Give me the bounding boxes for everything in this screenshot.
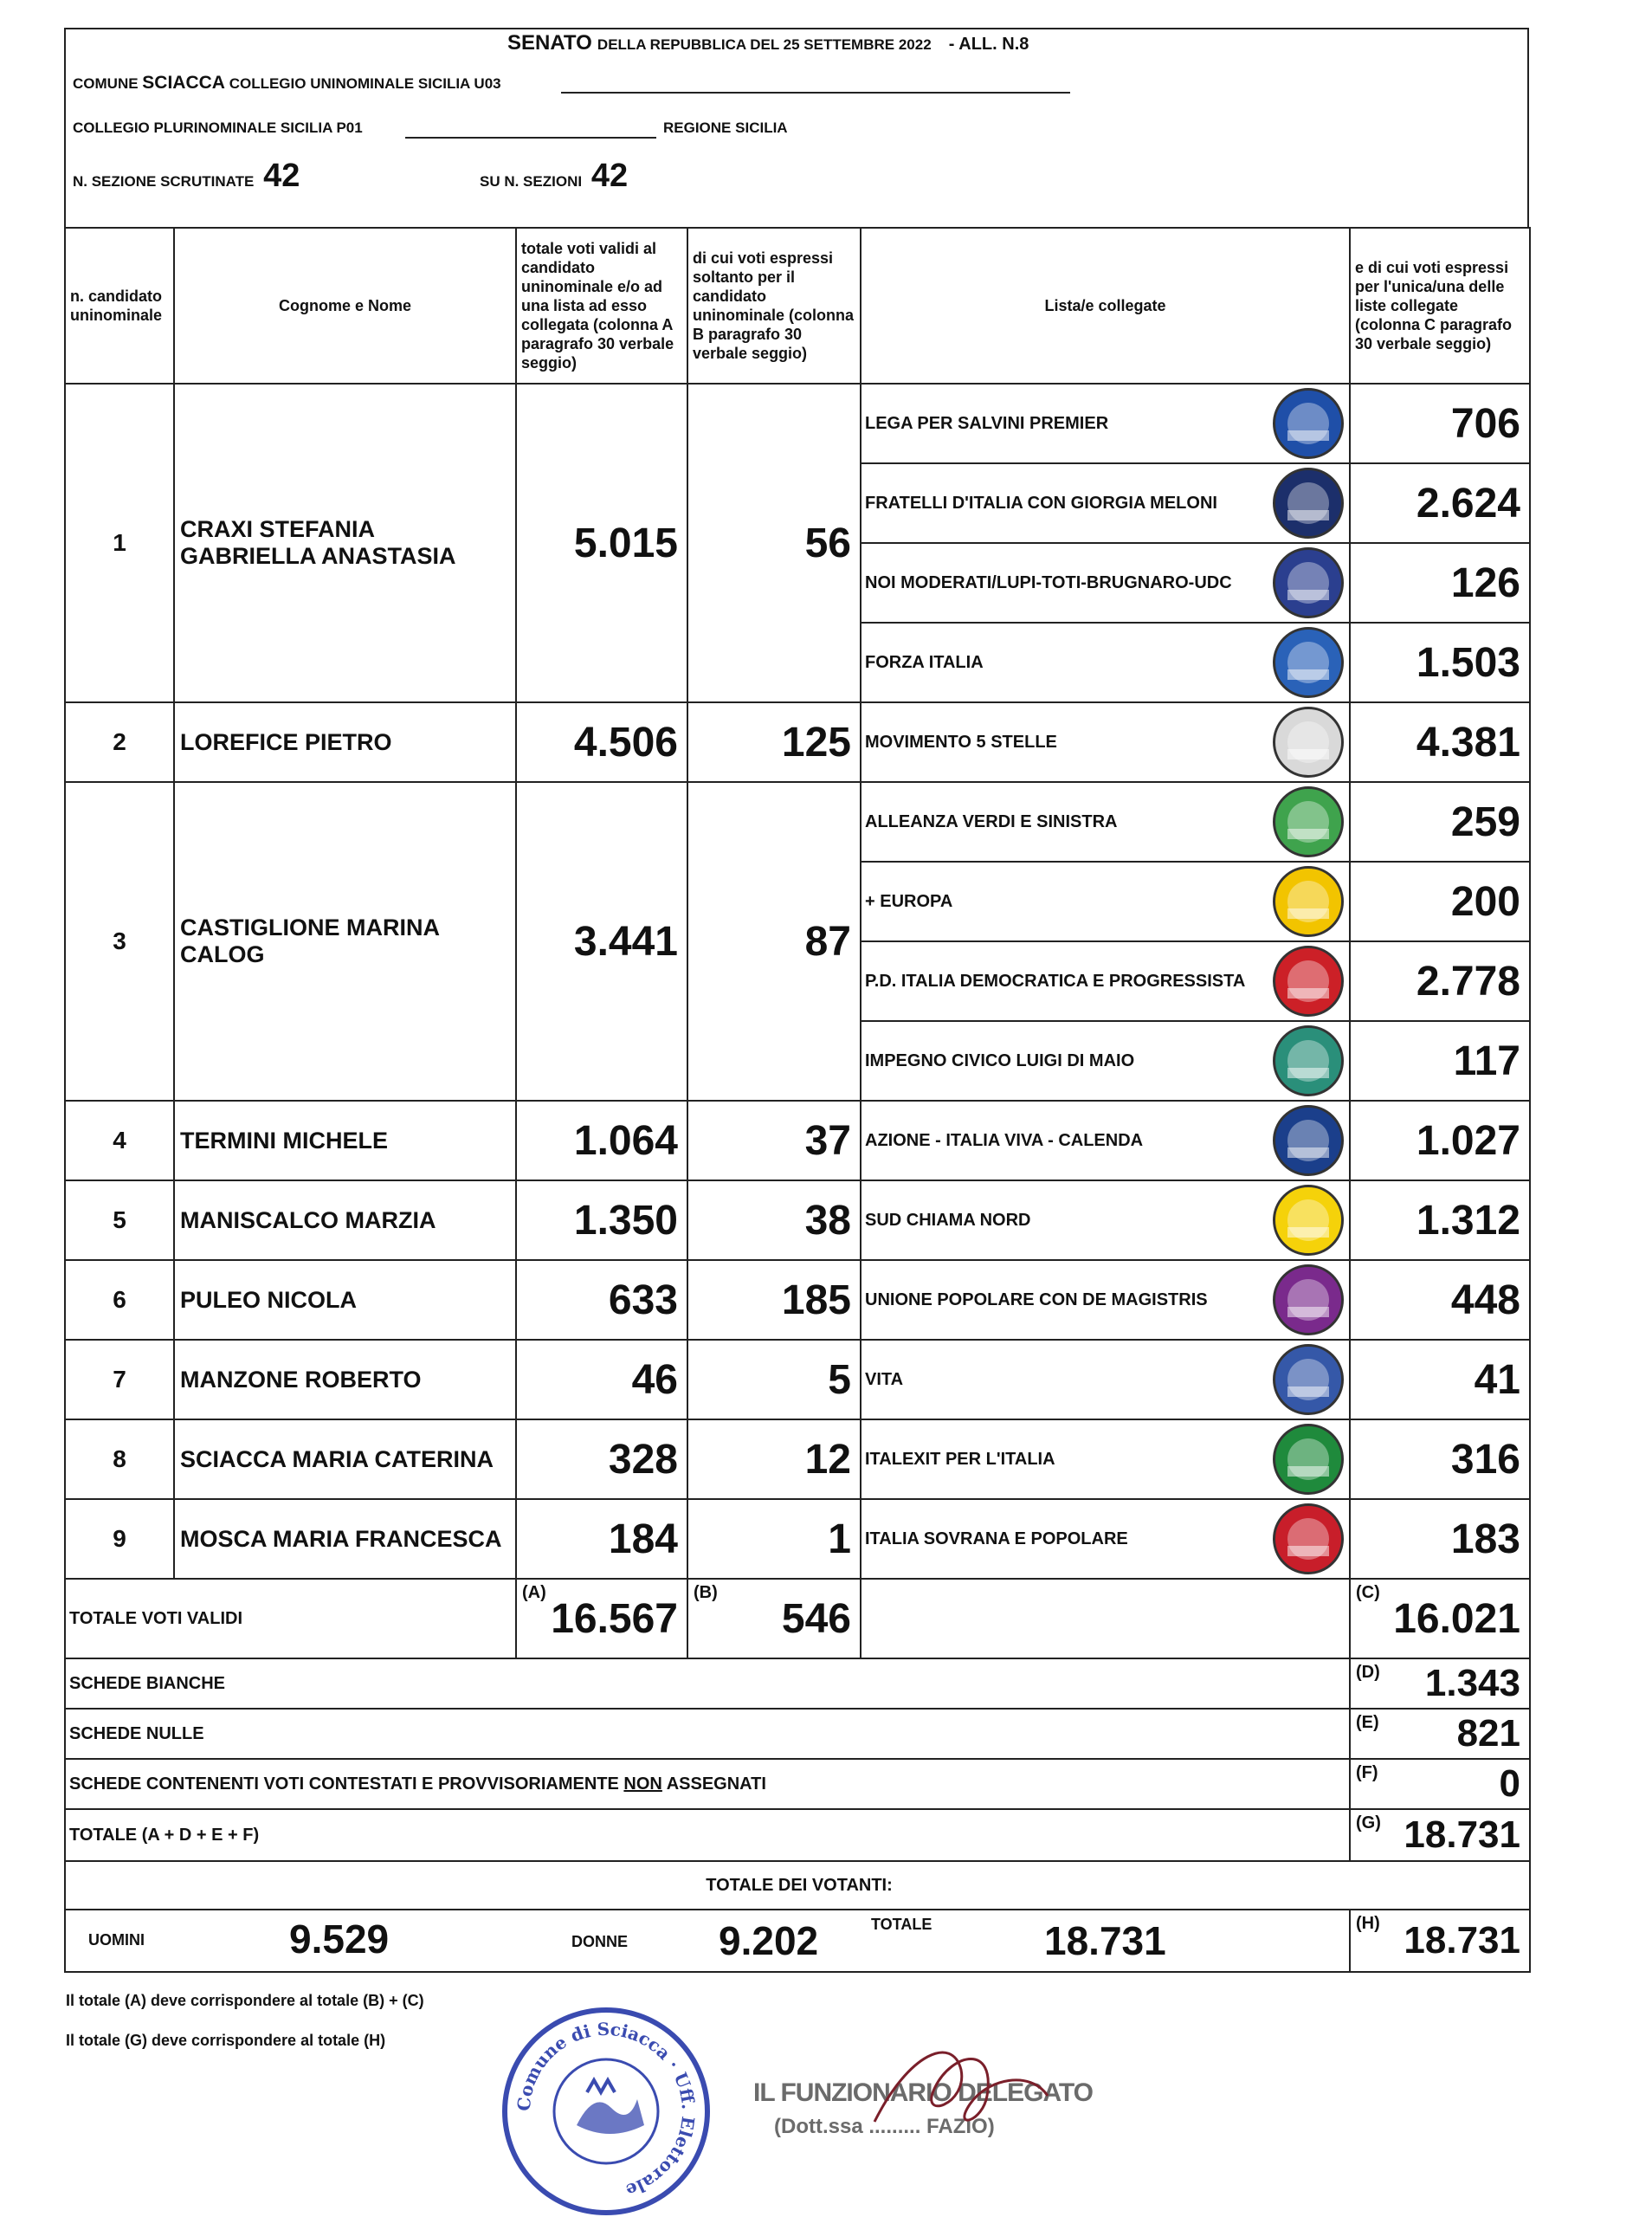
list-name: UNIONE POPOLARE CON DE MAGISTRIS — [865, 1289, 1208, 1309]
collegio-uni-value: SICILIA U03 — [417, 75, 501, 92]
donne-value: 9.202 — [719, 1918, 819, 1963]
italexit-logo-icon — [1273, 1424, 1344, 1495]
total-c-value: 16.021 — [1393, 1595, 1520, 1642]
row-schede-nulle — [65, 1709, 1530, 1759]
sezioni-totali-value: 42 — [590, 158, 629, 194]
sezioni-totali-label: SU N. SEZIONI — [480, 173, 583, 190]
pd-logo-icon — [1273, 946, 1344, 1017]
total-a-value: 16.567 — [551, 1595, 678, 1642]
list-votes-c: 126 — [1350, 543, 1530, 623]
regione-label: REGIONE — [663, 120, 732, 136]
total-h-value: 18.731 — [1404, 1919, 1520, 1962]
lega-logo-icon — [1273, 388, 1344, 459]
signature-name: (Dott.ssa ......... FAZIO) — [774, 2115, 995, 2138]
list-name: LEGA PER SALVINI PREMIER — [865, 413, 1109, 433]
list-votes-c: 183 — [1350, 1499, 1530, 1579]
m5s-logo-icon — [1273, 707, 1344, 778]
list-name: VITA — [865, 1369, 904, 1389]
note-a-bc: Il totale (A) deve corrispondere al totale (B) + (C) — [66, 1992, 424, 2009]
list-name: P.D. ITALIA DEMOCRATICA E PROGRESSISTA — [865, 971, 1246, 991]
sezioni-totali-line — [480, 158, 628, 195]
candidate-number: 8 — [65, 1419, 174, 1499]
list-row — [65, 782, 1530, 862]
list-cell — [861, 1021, 1350, 1101]
list-name: ALLEANZA VERDI E SINISTRA — [865, 811, 1118, 831]
list-name: ITALEXIT PER L'ITALIA — [865, 1449, 1055, 1469]
candidate-number: 1 — [65, 384, 174, 702]
candidates-body — [65, 384, 1530, 1579]
sezioni-scrutinate-value: 42 — [263, 158, 300, 194]
total-g-value: 18.731 — [1404, 1813, 1520, 1856]
list-name: FRATELLI D'ITALIA CON GIORGIA MELONI — [865, 493, 1217, 513]
totale-voti-validi-label: TOTALE VOTI VALIDI — [65, 1579, 516, 1658]
total-d-value: 1.343 — [1424, 1662, 1520, 1704]
candidate-name: TERMINI MICHELE — [174, 1101, 516, 1180]
col-header-nome: Cognome e Nome — [174, 228, 516, 384]
list-votes-c: 259 — [1350, 782, 1530, 862]
candidate-number: 6 — [65, 1260, 174, 1340]
document-title — [507, 31, 1029, 55]
candidate-votes-a: 5.015 — [516, 384, 687, 702]
uomini-value: 9.529 — [289, 1916, 390, 1962]
list-votes-c: 200 — [1350, 862, 1530, 941]
tag-b: (B) — [694, 1583, 718, 1602]
schede-contestate-label — [65, 1759, 1350, 1809]
col-header-a: totale voti validi al candidato uninominale e/o ad una lista ad esso collegata (colonna A paragrafo 30 verbale seggio) — [516, 228, 687, 384]
collegio-pluri-line — [73, 120, 363, 137]
contestati-pre: SCHEDE CONTENENTI VOTI CONTESTATI E PROVVISORIAMENTE — [69, 1774, 624, 1794]
col-header-liste: Lista/e collegate — [861, 228, 1350, 384]
list-name: FORZA ITALIA — [865, 652, 984, 672]
list-cell — [861, 862, 1350, 941]
list-votes-c: 41 — [1350, 1340, 1530, 1419]
total-h — [1350, 1910, 1530, 1972]
list-name: AZIONE - ITALIA VIVA - CALENDA — [865, 1130, 1144, 1150]
list-votes-c: 4.381 — [1350, 702, 1530, 782]
list-cell — [861, 463, 1350, 543]
totale-votanti-label: TOTALE DEI VOTANTI: — [65, 1861, 1530, 1910]
list-name: ITALIA SOVRANA E POPOLARE — [865, 1529, 1128, 1548]
title-date: DELLA REPUBBLICA DEL 25 SETTEMBRE 2022 — [597, 36, 932, 53]
handwritten-signature-icon — [857, 2018, 1065, 2156]
tag-g: (G) — [1356, 1813, 1381, 1832]
comune-label: COMUNE — [73, 75, 139, 92]
list-name: SUD CHIAMA NORD — [865, 1210, 1031, 1230]
comune-line — [73, 73, 501, 94]
list-name: + EUROPA — [865, 891, 953, 911]
total-g — [1350, 1809, 1530, 1861]
piu-europa-logo-icon — [1273, 866, 1344, 937]
candidate-votes-a: 328 — [516, 1419, 687, 1499]
list-votes-c: 1.503 — [1350, 623, 1530, 702]
sud-chiama-nord-logo-icon — [1273, 1185, 1344, 1256]
candidate-votes-a: 184 — [516, 1499, 687, 1579]
list-cell — [861, 1180, 1350, 1260]
candidate-number: 9 — [65, 1499, 174, 1579]
donne-label: DONNE — [571, 1933, 629, 1950]
candidate-number: 4 — [65, 1101, 174, 1180]
list-cell — [861, 702, 1350, 782]
candidate-votes-b: 87 — [687, 782, 861, 1101]
tag-c: (C) — [1356, 1583, 1380, 1602]
vita-logo-icon — [1273, 1344, 1344, 1415]
list-cell — [861, 941, 1350, 1021]
regione-value: SICILIA — [735, 120, 788, 136]
italia-sovrana-logo-icon — [1273, 1503, 1344, 1574]
pluri-underline — [405, 137, 656, 139]
stamp-text: Comune di Sciacca · Uff. Elettorale — [513, 2018, 700, 2201]
total-liste-empty — [861, 1579, 1350, 1658]
list-name: IMPEGNO CIVICO LUIGI DI MAIO — [865, 1050, 1135, 1070]
candidate-name: PULEO NICOLA — [174, 1260, 516, 1340]
list-cell — [861, 543, 1350, 623]
avs-logo-icon — [1273, 786, 1344, 857]
collegio-pluri-label: COLLEGIO PLURINOMINALE — [73, 120, 277, 136]
total-b — [687, 1579, 861, 1658]
list-name: MOVIMENTO 5 STELLE — [865, 732, 1057, 752]
signature-title: IL FUNZIONARIO DELEGATO — [753, 2078, 1094, 2107]
signature-block — [753, 2078, 1093, 2139]
list-cell — [861, 384, 1350, 463]
candidate-number: 3 — [65, 782, 174, 1101]
tag-h: (H) — [1356, 1914, 1380, 1933]
list-cell — [861, 1499, 1350, 1579]
list-row — [65, 1180, 1530, 1260]
candidate-votes-b: 12 — [687, 1419, 861, 1499]
candidate-number: 5 — [65, 1180, 174, 1260]
col-header-n: n. candidato uninominale — [65, 228, 174, 384]
tag-a: (A) — [522, 1583, 546, 1602]
candidate-votes-a: 633 — [516, 1260, 687, 1340]
schede-bianche-label: SCHEDE BIANCHE — [65, 1658, 1350, 1709]
list-row — [65, 1419, 1530, 1499]
row-totale-votanti-label — [65, 1861, 1530, 1910]
schede-nulle-label: SCHEDE NULLE — [65, 1709, 1350, 1759]
candidate-votes-b: 38 — [687, 1180, 861, 1260]
candidate-name: MANZONE ROBERTO — [174, 1340, 516, 1419]
list-votes-c: 1.312 — [1350, 1180, 1530, 1260]
list-cell — [861, 623, 1350, 702]
comune-underline — [561, 92, 1070, 94]
sezioni-scrutinate-label: N. SEZIONE SCRUTINATE — [73, 173, 255, 190]
document-header — [64, 28, 1529, 227]
candidate-votes-a: 1.350 — [516, 1180, 687, 1260]
candidate-name: SCIACCA MARIA CATERINA — [174, 1419, 516, 1499]
comune-value: SCIACCA — [142, 73, 225, 93]
list-row — [65, 1260, 1530, 1340]
uomini-label: UOMINI — [88, 1931, 145, 1949]
candidate-votes-b: 56 — [687, 384, 861, 702]
verbale-sheet — [64, 28, 1529, 1988]
impegno-civico-logo-icon — [1273, 1025, 1344, 1096]
candidate-name: CRAXI STEFANIA GABRIELLA ANASTASIA — [174, 384, 516, 702]
totale-votanti-tot-label: TOTALE — [871, 1916, 932, 1933]
fdi-logo-icon — [1273, 468, 1344, 539]
results-table — [64, 227, 1531, 1973]
total-f — [1350, 1759, 1530, 1809]
votanti-breakdown — [65, 1910, 1350, 1972]
list-votes-c: 316 — [1350, 1419, 1530, 1499]
row-schede-contestate — [65, 1759, 1530, 1809]
forza-italia-logo-icon — [1273, 627, 1344, 698]
candidate-votes-b: 125 — [687, 702, 861, 782]
candidate-votes-a: 1.064 — [516, 1101, 687, 1180]
total-a — [516, 1579, 687, 1658]
candidate-votes-b: 185 — [687, 1260, 861, 1340]
col-header-c: e di cui voti espressi per l'unica/una delle liste collegate (colonna C paragrafo 30 verbale seggio) — [1350, 228, 1530, 384]
candidate-name: MOSCA MARIA FRANCESCA — [174, 1499, 516, 1579]
list-votes-c: 706 — [1350, 384, 1530, 463]
candidate-number: 2 — [65, 702, 174, 782]
list-row — [65, 1340, 1530, 1419]
list-row — [65, 1101, 1530, 1180]
list-cell — [861, 1101, 1350, 1180]
candidate-name: MANISCALCO MARZIA — [174, 1180, 516, 1260]
total-d — [1350, 1658, 1530, 1709]
row-votanti — [65, 1910, 1530, 1972]
col-header-b: di cui voti espressi soltanto per il candidato uninominale (colonna B paragrafo 30 verbale seggio) — [687, 228, 861, 384]
note-g-h: Il totale (G) deve corrispondere al totale (H) — [66, 2032, 386, 2049]
list-votes-c: 2.778 — [1350, 941, 1530, 1021]
total-c — [1350, 1579, 1530, 1658]
total-f-value: 0 — [1499, 1762, 1520, 1805]
official-stamp — [502, 2007, 710, 2215]
azione-iv-logo-icon — [1273, 1105, 1344, 1176]
list-name: NOI MODERATI/LUPI-TOTI-BRUGNARO-UDC — [865, 572, 1232, 592]
total-e-value: 821 — [1456, 1712, 1520, 1755]
collegio-uni-label: COLLEGIO UNINOMINALE — [229, 75, 415, 92]
candidate-number: 7 — [65, 1340, 174, 1419]
noi-moderati-logo-icon — [1273, 547, 1344, 618]
tag-f: (F) — [1356, 1763, 1378, 1782]
candidate-votes-b: 1 — [687, 1499, 861, 1579]
collegio-pluri-value: SICILIA P01 — [280, 120, 363, 136]
stamp-seal-icon — [507, 2013, 705, 2210]
candidate-votes-a: 4.506 — [516, 702, 687, 782]
list-votes-c: 117 — [1350, 1021, 1530, 1101]
row-totale-voti-validi — [65, 1579, 1530, 1658]
totale-votanti-tot-value: 18.731 — [1044, 1918, 1166, 1963]
tag-d: (D) — [1356, 1663, 1380, 1682]
list-row — [65, 384, 1530, 463]
title-allegato: - ALL. N.8 — [948, 35, 1029, 54]
unione-popolare-logo-icon — [1273, 1264, 1344, 1335]
list-cell — [861, 1419, 1350, 1499]
row-schede-bianche — [65, 1658, 1530, 1709]
contestati-post: ASSEGNATI — [661, 1774, 766, 1794]
total-e — [1350, 1709, 1530, 1759]
regione-line — [663, 120, 788, 137]
title-senato: SENATO — [507, 31, 592, 55]
candidate-votes-b: 37 — [687, 1101, 861, 1180]
total-b-value: 546 — [781, 1595, 851, 1642]
column-headers — [65, 228, 1530, 384]
list-row — [65, 1499, 1530, 1579]
list-cell — [861, 1260, 1350, 1340]
candidate-votes-a: 3.441 — [516, 782, 687, 1101]
tag-e: (E) — [1356, 1713, 1379, 1732]
candidate-votes-a: 46 — [516, 1340, 687, 1419]
list-cell — [861, 782, 1350, 862]
candidate-votes-b: 5 — [687, 1340, 861, 1419]
candidate-name: LOREFICE PIETRO — [174, 702, 516, 782]
list-votes-c: 2.624 — [1350, 463, 1530, 543]
list-votes-c: 1.027 — [1350, 1101, 1530, 1180]
row-totale-g — [65, 1809, 1530, 1861]
contestati-non: NON — [623, 1774, 662, 1794]
list-row — [65, 702, 1530, 782]
list-votes-c: 448 — [1350, 1260, 1530, 1340]
candidate-name: CASTIGLIONE MARINA CALOG — [174, 782, 516, 1101]
sezioni-line — [73, 158, 300, 195]
list-cell — [861, 1340, 1350, 1419]
totale-g-label: TOTALE (A + D + E + F) — [65, 1809, 1350, 1861]
